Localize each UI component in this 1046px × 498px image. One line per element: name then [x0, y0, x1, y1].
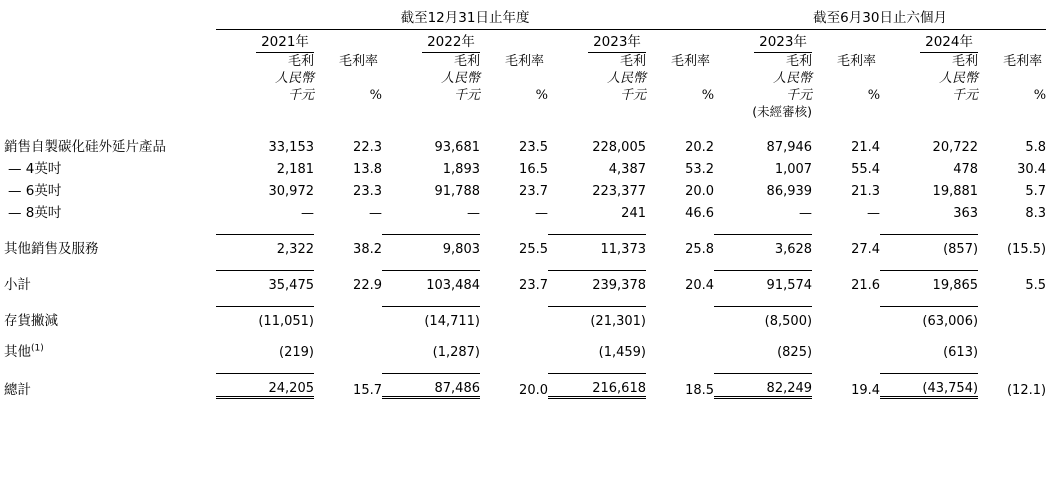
header-metric-rate-2021: 毛利率 — [338, 54, 378, 69]
header-body-gap — [4, 120, 1046, 133]
header-unaudited-note: (未經審核) — [752, 104, 813, 119]
cell-value: 35,475 — [216, 271, 314, 294]
cell-value: 239,378 — [548, 271, 646, 294]
table-row — [4, 338, 1046, 360]
cell-value: 22.9 — [353, 278, 382, 293]
cell-value: (11,051) — [216, 307, 314, 330]
row-label: — 8英吋 — [8, 205, 62, 221]
header-currency-2023h: 人民幣 — [773, 71, 813, 86]
header-unit-pct-2023h: % — [867, 88, 881, 103]
header-year-2023-annual: 2023年 — [548, 30, 646, 53]
cell-value: 15.7 — [353, 382, 382, 398]
section-gap — [4, 329, 1046, 338]
header-unit-2022: 千元 — [453, 88, 480, 103]
cell-value: — — [535, 206, 548, 221]
header-unit-2023: 千元 — [619, 88, 646, 103]
header-currency-2024h: 人民幣 — [939, 71, 979, 86]
cell-value — [314, 307, 382, 330]
cell-value: — — [301, 206, 314, 221]
cell-value: 91,788 — [434, 184, 480, 199]
header-group-interim — [714, 6, 1046, 30]
header-unit-pct-2022: % — [535, 88, 548, 103]
header-metric-rate-2023: 毛利率 — [671, 54, 711, 69]
cell-value: 5.8 — [1025, 140, 1046, 155]
header-metric-margin-2022: 毛利 — [453, 54, 480, 69]
cell-value: 223,377 — [592, 184, 646, 199]
section-gap — [4, 257, 1046, 271]
cell-value: 20.0 — [519, 382, 548, 398]
cell-value: 87,946 — [766, 140, 813, 155]
header-currency-row — [4, 70, 1046, 87]
cell-value: 46.6 — [685, 206, 715, 221]
row-label: 其他銷售及服務 — [4, 241, 99, 257]
cell-value: (21,301) — [548, 307, 646, 330]
cell-value — [646, 338, 714, 360]
cell-value — [646, 307, 714, 330]
row-label — [4, 338, 216, 360]
header-metric-margin-2021: 毛利 — [287, 54, 314, 69]
cell-value: 13.8 — [353, 162, 382, 177]
header-unit-pct-2023: % — [701, 88, 715, 103]
table-row — [4, 133, 1046, 155]
header-metric-margin-2023: 毛利 — [619, 54, 646, 69]
cell-value: 23.3 — [353, 184, 382, 199]
cell-value: (63,006) — [880, 307, 978, 330]
row-label: — 6英吋 — [8, 183, 62, 199]
cell-value: 20.2 — [685, 140, 715, 155]
cell-value: 93,681 — [434, 140, 480, 155]
cell-value: 21.3 — [851, 184, 881, 199]
header-unit-2024h: 千元 — [952, 88, 979, 103]
cell-value: (857) — [880, 235, 978, 258]
cell-value: (613) — [943, 345, 979, 360]
header-metric-rate-2022: 毛利率 — [504, 54, 544, 69]
header-unit-row — [4, 87, 1046, 104]
cell-value — [314, 338, 382, 360]
cell-value: (219) — [279, 345, 314, 360]
cell-value: 1,007 — [774, 162, 813, 177]
cell-value: (15.5) — [1006, 242, 1046, 257]
table-row-total — [4, 374, 1046, 398]
header-currency-2021: 人民幣 — [274, 71, 314, 86]
cell-value: (825) — [777, 345, 813, 360]
cell-value: 23.5 — [519, 140, 548, 155]
section-gap — [4, 360, 1046, 374]
cell-value: 11,373 — [548, 235, 646, 258]
cell-value: 18.5 — [685, 382, 715, 398]
cell-value: 86,939 — [766, 184, 813, 199]
cell-value: — — [369, 206, 382, 221]
header-note-row — [4, 104, 1046, 120]
cell-value: 38.2 — [353, 242, 382, 257]
cell-value: 363 — [953, 206, 979, 221]
cell-value: 2,322 — [216, 235, 314, 258]
cell-value: 478 — [953, 162, 979, 177]
gross-profit-table — [4, 6, 1046, 399]
section-gap — [4, 221, 1046, 235]
header-currency-2022: 人民幣 — [440, 71, 480, 86]
cell-value: 2,181 — [276, 162, 314, 177]
header-group-row — [4, 6, 1046, 30]
cell-value — [812, 338, 880, 360]
row-label: 小計 — [4, 277, 31, 293]
row-label-text: 其他 — [4, 344, 31, 360]
row-label: 銷售自製碳化硅外延片產品 — [4, 139, 166, 155]
cell-value — [978, 307, 1046, 330]
cell-value: 19,865 — [880, 271, 978, 294]
cell-value: 9,803 — [382, 235, 480, 258]
cell-value: 24,205 — [216, 374, 314, 398]
row-label-footnote: (1) — [31, 343, 44, 354]
table-row — [4, 235, 1046, 258]
header-group-annual-label: 截至12月31日止年度 — [216, 6, 714, 30]
table-row — [4, 271, 1046, 294]
header-year-2024-interim: 2024年 — [880, 30, 978, 53]
cell-value — [480, 307, 548, 330]
cell-value: 5.7 — [1025, 184, 1046, 199]
header-unit-pct-2024h: % — [1033, 88, 1046, 103]
cell-value: 82,249 — [714, 374, 812, 398]
header-year-2022: 2022年 — [382, 30, 480, 53]
header-year-2021: 2021年 — [216, 30, 314, 53]
cell-value: — — [467, 206, 480, 221]
cell-value: 19,881 — [932, 184, 979, 199]
cell-value: (8,500) — [714, 307, 812, 330]
header-metric-rate-2024h: 毛利率 — [1003, 54, 1043, 69]
cell-value: 33,153 — [268, 140, 314, 155]
row-label: 總計 — [4, 381, 31, 398]
table-row — [4, 199, 1046, 221]
cell-value: (43,754) — [880, 374, 978, 398]
header-year-2023-interim: 2023年 — [714, 30, 812, 53]
header-unit-2023h: 千元 — [786, 88, 813, 103]
cell-value: 20.4 — [685, 278, 715, 293]
cell-value: 4,387 — [608, 162, 646, 177]
table-row — [4, 177, 1046, 199]
header-group-interim-label: 截至6月30日止六個月 — [714, 6, 1046, 30]
cell-value: (1,459) — [598, 345, 646, 360]
cell-value: (1,287) — [432, 345, 480, 360]
cell-value: 53.2 — [685, 162, 715, 177]
cell-value — [978, 338, 1046, 360]
cell-value: 3,628 — [714, 235, 812, 258]
cell-value: (14,711) — [382, 307, 480, 330]
section-gap — [4, 293, 1046, 307]
cell-value: 20,722 — [932, 140, 979, 155]
row-label: — 4英吋 — [8, 161, 62, 177]
cell-value: 30,972 — [268, 184, 314, 199]
cell-value: 91,574 — [714, 271, 812, 294]
cell-value: 216,618 — [548, 374, 646, 398]
cell-value — [812, 307, 880, 330]
header-metric-margin-2023h: 毛利 — [786, 54, 813, 69]
cell-value: 55.4 — [851, 162, 881, 177]
cell-value: 25.5 — [519, 242, 548, 257]
cell-value: 30.4 — [1017, 162, 1046, 177]
table-row — [4, 155, 1046, 177]
header-group-annual — [216, 6, 714, 30]
table-row — [4, 307, 1046, 330]
cell-value: 25.8 — [685, 242, 715, 257]
cell-value: 8.3 — [1025, 206, 1046, 221]
cell-value: 228,005 — [592, 140, 646, 155]
cell-value: 103,484 — [382, 271, 480, 294]
cell-value — [480, 338, 548, 360]
cell-value: (12.1) — [1006, 382, 1046, 398]
cell-value: 19.4 — [851, 382, 881, 398]
cell-value: 16.5 — [519, 162, 548, 177]
header-metric-rate-2023h: 毛利率 — [837, 54, 877, 69]
header-metric-row — [4, 53, 1046, 70]
row-label: 存貨撇減 — [4, 313, 58, 329]
cell-value: 241 — [621, 206, 646, 221]
header-currency-2023: 人民幣 — [606, 71, 646, 86]
cell-value: 21.4 — [851, 140, 881, 155]
header-unit-pct-2021: % — [369, 88, 382, 103]
header-year-row — [4, 30, 1046, 53]
cell-value: 21.6 — [851, 278, 881, 293]
cell-value: 23.7 — [519, 184, 548, 199]
cell-value: 1,893 — [442, 162, 480, 177]
cell-value: 87,486 — [382, 374, 480, 398]
cell-value: — — [867, 206, 881, 221]
cell-value: — — [799, 206, 813, 221]
cell-value: 27.4 — [851, 242, 881, 257]
cell-value: 23.7 — [519, 278, 548, 293]
cell-value: 20.0 — [685, 184, 715, 199]
header-unit-2021: 千元 — [287, 88, 314, 103]
header-metric-margin-2024h: 毛利 — [952, 54, 979, 69]
cell-value: 22.3 — [353, 140, 382, 155]
cell-value: 5.5 — [1025, 278, 1046, 293]
